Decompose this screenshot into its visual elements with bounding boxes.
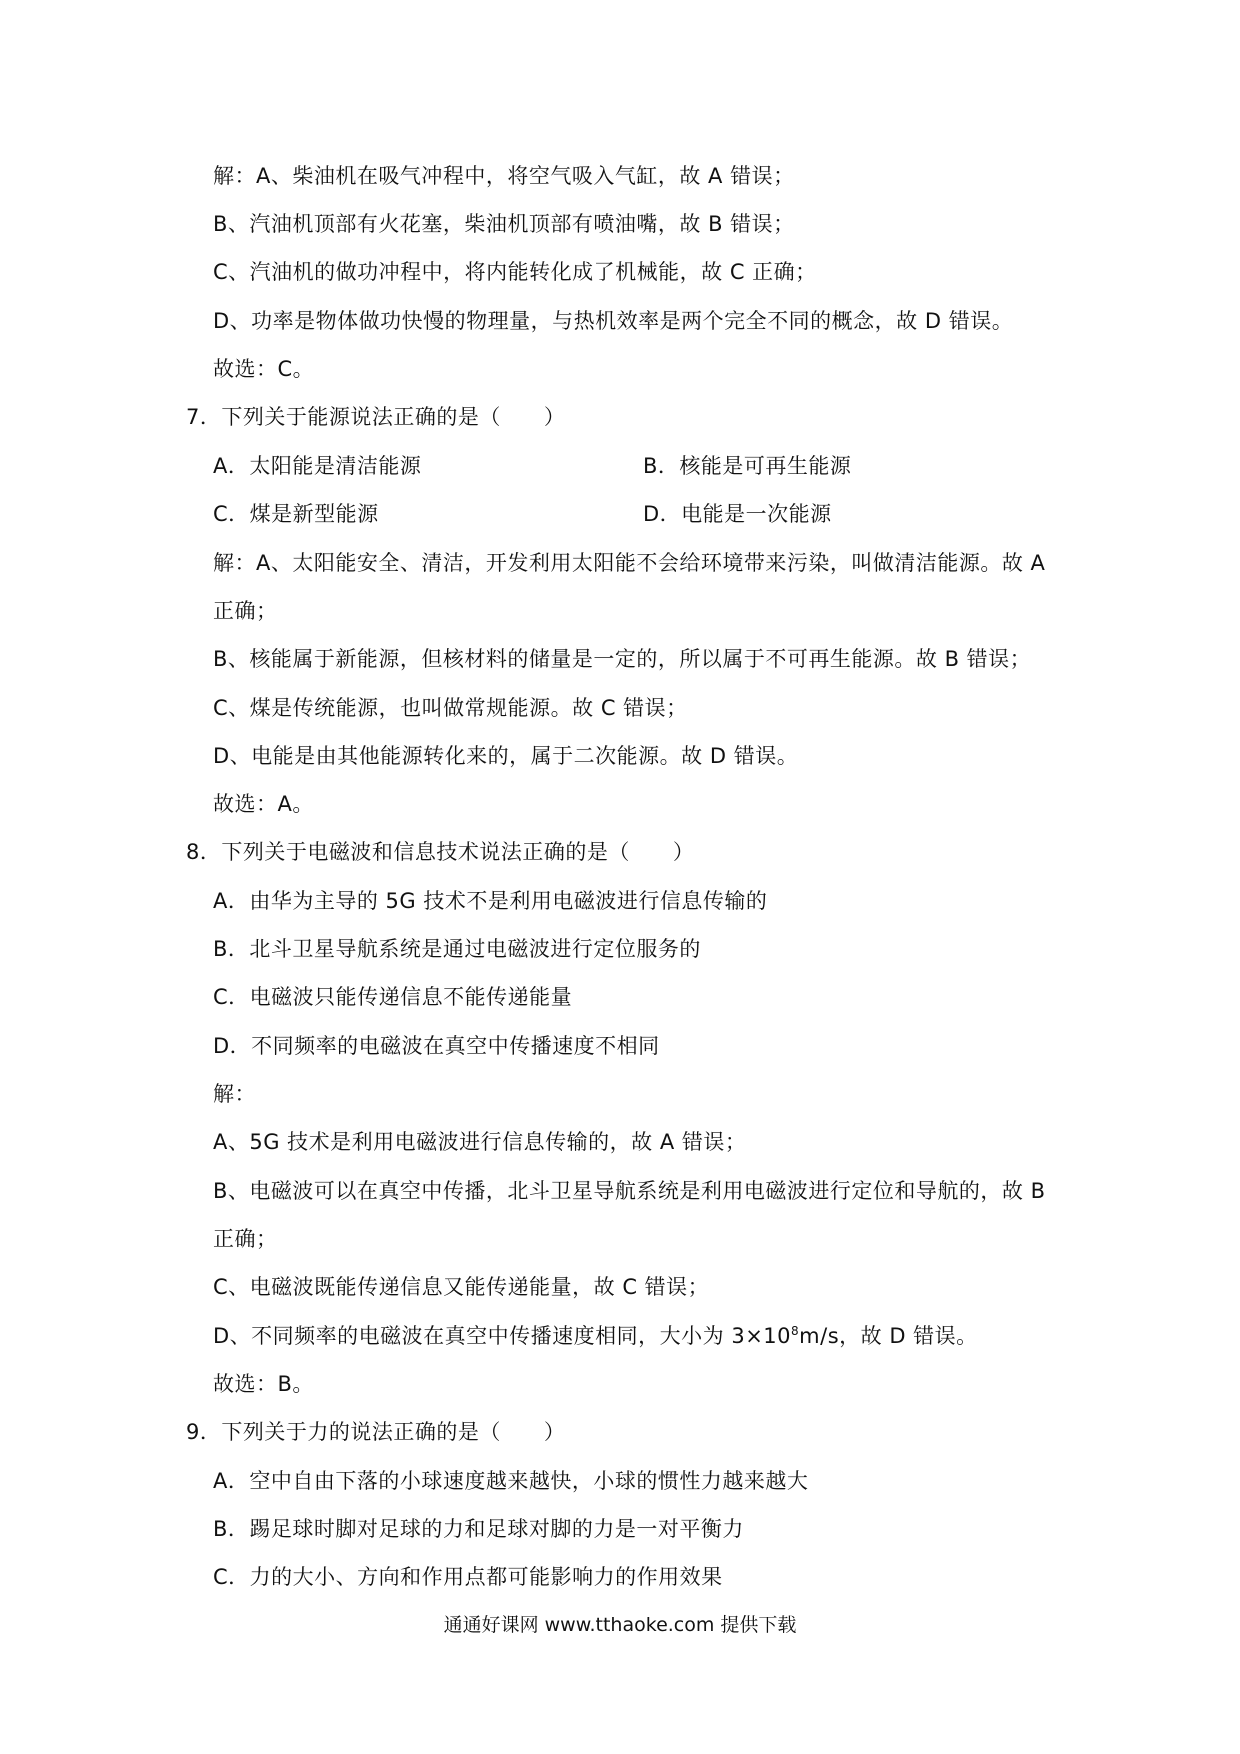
q6-solution-line-1: 解：A、柴油机在吸气冲程中，将空气吸入气缸，故 A 错误； — [213, 164, 795, 188]
q8-solution-d-unit: m/s，故 D 错误。 — [799, 1324, 978, 1348]
q7-answer: 故选：A。 — [213, 792, 314, 816]
q8-stem: 8．下列关于电磁波和信息技术说法正确的是（ ） — [186, 840, 695, 864]
q8-solution-line-5 — [213, 1322, 978, 1350]
q9-option-b: B．踢足球时脚对足球的力和足球对脚的力是一对平衡力 — [213, 1517, 744, 1541]
q8-solution-line-4: C、电磁波既能传递信息又能传递能量，故 C 错误； — [213, 1275, 710, 1299]
q7-solution-line-5: D、电能是由其他能源转化来的，属于二次能源。故 D 错误。 — [213, 744, 799, 768]
q8-solution-line-3: 正确； — [213, 1227, 278, 1251]
q9-stem: 9．下列关于力的说法正确的是（ ） — [186, 1420, 566, 1444]
q7-solution-line-4: C、煤是传统能源，也叫做常规能源。故 C 错误； — [213, 696, 688, 720]
q6-solution-line-4: D、功率是物体做功快慢的物理量，与热机效率是两个完全不同的概念，故 D 错误。 — [213, 309, 1014, 333]
q7-option-d: D．电能是一次能源 — [643, 502, 832, 526]
q6-solution-line-2: B、汽油机顶部有火花塞，柴油机顶部有喷油嘴，故 B 错误； — [213, 212, 795, 236]
q8-option-b: B．北斗卫星导航系统是通过电磁波进行定位服务的 — [213, 937, 701, 961]
q8-option-a: A．由华为主导的 5G 技术不是利用电磁波进行信息传输的 — [213, 889, 768, 913]
q8-solution-d-text: D、不同频率的电磁波在真空中传播速度相同，大小为 3×10 — [213, 1324, 792, 1348]
q6-answer: 故选：C。 — [213, 357, 315, 381]
q7-solution-line-2: 正确； — [213, 599, 278, 623]
q8-solution-line-1: A、5G 技术是利用电磁波进行信息传输的，故 A 错误； — [213, 1130, 747, 1154]
q8-option-c: C．电磁波只能传递信息不能传递能量 — [213, 985, 573, 1009]
q7-option-a: A．太阳能是清洁能源 — [213, 454, 422, 478]
q7-stem: 7．下列关于能源说法正确的是（ ） — [186, 405, 566, 429]
q7-option-b: B．核能是可再生能源 — [643, 454, 852, 478]
q8-solution-heading: 解： — [213, 1082, 256, 1106]
q8-solution-line-2: B、电磁波可以在真空中传播，北斗卫星导航系统是利用电磁波进行定位和导航的，故 B — [213, 1179, 1046, 1203]
page-footer: 通通好课网 www.tthaoke.com 提供下载 — [443, 1614, 797, 1636]
q7-solution-line-1: 解：A、太阳能安全、清洁，开发利用太阳能不会给环境带来污染，叫做清洁能源。故 A — [213, 551, 1046, 575]
q8-answer: 故选：B。 — [213, 1372, 314, 1396]
q8-solution-d-exponent: 8 — [791, 1324, 800, 1338]
q9-option-a: A．空中自由下落的小球速度越来越快，小球的惯性力越来越大 — [213, 1469, 809, 1493]
q8-option-d: D．不同频率的电磁波在真空中传播速度不相同 — [213, 1034, 660, 1058]
q9-option-c: C．力的大小、方向和作用点都可能影响力的作用效果 — [213, 1565, 723, 1589]
q7-option-c: C．煤是新型能源 — [213, 502, 379, 526]
q6-solution-line-3: C、汽油机的做功冲程中，将内能转化成了机械能，故 C 正确； — [213, 260, 817, 284]
q7-solution-line-3: B、核能属于新能源，但核材料的储量是一定的，所以属于不可再生能源。故 B 错误； — [213, 647, 1032, 671]
